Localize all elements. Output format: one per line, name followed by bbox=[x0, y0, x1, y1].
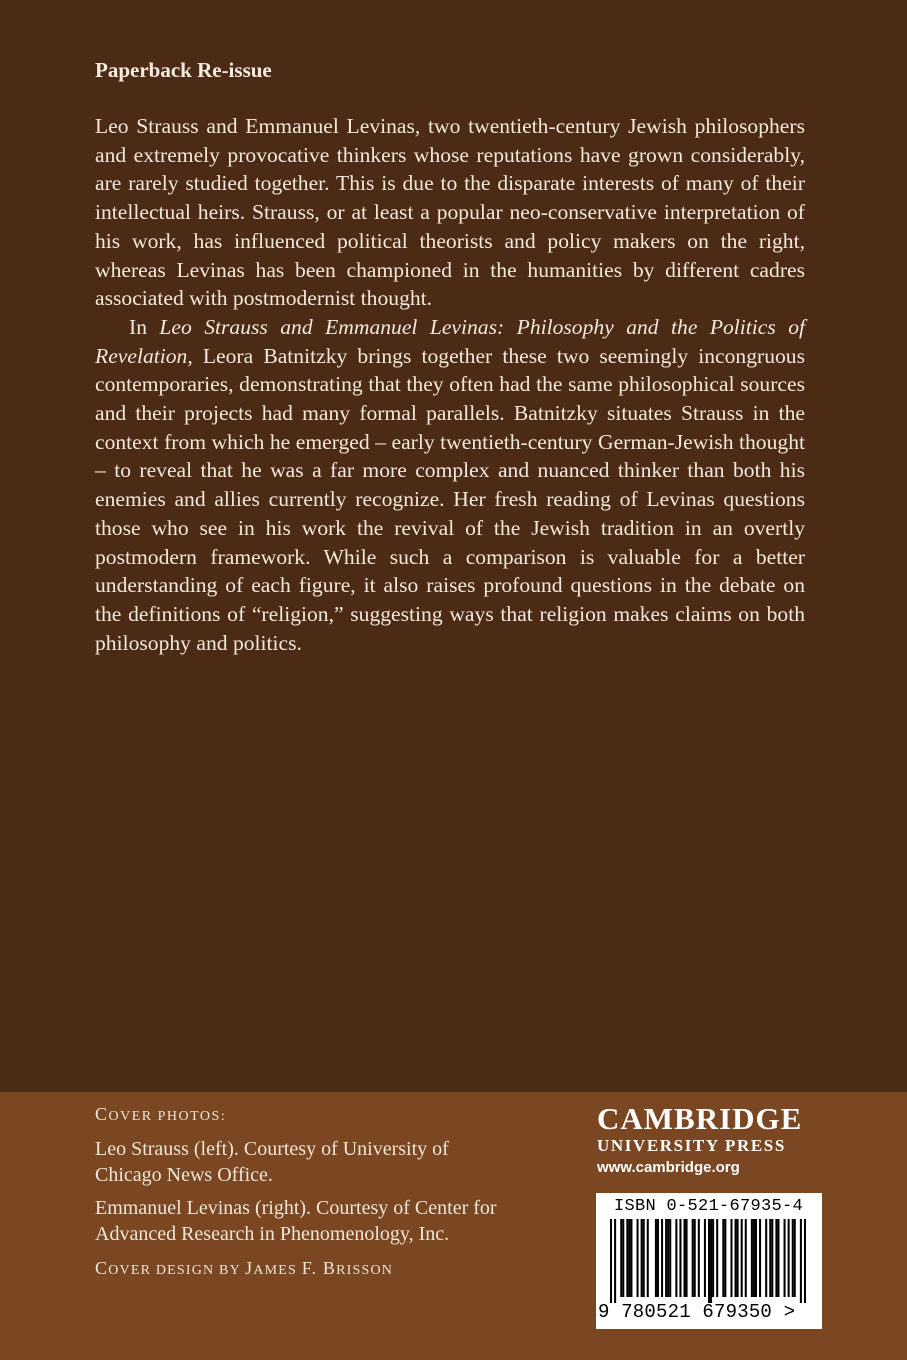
barcode-bar bbox=[737, 1219, 739, 1297]
barcode-bar bbox=[753, 1219, 755, 1297]
barcode-bar bbox=[745, 1219, 747, 1297]
barcode-bar bbox=[679, 1219, 681, 1297]
barcode-bar bbox=[610, 1219, 612, 1303]
barcode-bar bbox=[784, 1219, 786, 1297]
barcode-bar bbox=[692, 1219, 694, 1297]
barcode-bar bbox=[759, 1219, 761, 1297]
design-rest-1: OVER DESIGN BY bbox=[108, 1263, 246, 1278]
barcode-bar bbox=[804, 1219, 806, 1303]
barcode-bar bbox=[641, 1219, 643, 1297]
publisher-subtitle: UNIVERSITY PRESS bbox=[597, 1136, 786, 1155]
cover-photos-heading-cap: C bbox=[95, 1104, 109, 1124]
barcode-bar bbox=[755, 1219, 757, 1297]
barcode-bar bbox=[794, 1219, 796, 1297]
cover-photos-heading bbox=[95, 1101, 515, 1130]
photo-credit-strauss: Leo Strauss (left). Courtesy of University of Chicago News Office. bbox=[95, 1138, 449, 1186]
design-cap-2: J bbox=[245, 1258, 254, 1278]
barcode-bar bbox=[647, 1219, 649, 1297]
barcode-bar bbox=[626, 1219, 628, 1297]
cover-credits bbox=[95, 1101, 515, 1284]
barcode-bar bbox=[622, 1219, 624, 1297]
description-paragraph-1: Leo Strauss and Emmanuel Levinas, two twentieth-century Jewish philosophers and extremely provocative thinkers whose reputations have grown considerably, are rarely studied together. This is due to the disparate interests of many of their intellectual heirs. Strauss, or at least a popular neo-conservative interpretation of his work, has influenced political theorists and policy makers on the right, whereas Levinas has been championed in the humanities by different cadres associated with postmodernist thought. bbox=[95, 114, 805, 311]
book-title-italic: Leo Strauss and Emmanuel Levinas: Philosophy and the Politics of Revelation bbox=[95, 314, 806, 368]
barcode-bars bbox=[610, 1219, 806, 1303]
barcode-bar bbox=[643, 1219, 645, 1297]
design-rest-2: AMES bbox=[253, 1263, 302, 1278]
barcode-bar bbox=[628, 1219, 630, 1297]
isbn-barcode bbox=[596, 1193, 822, 1329]
paragraph-2-lead: In bbox=[129, 314, 160, 339]
photo-credit-levinas: Emmanuel Levinas (right). Courtesy of Center for Advanced Research in Phenomenology, Inc. bbox=[95, 1197, 497, 1245]
barcode-bar bbox=[741, 1219, 743, 1297]
barcode-bar bbox=[684, 1219, 686, 1297]
barcode-bar bbox=[708, 1219, 710, 1303]
barcode-bar bbox=[788, 1219, 790, 1297]
barcode-bar bbox=[771, 1219, 773, 1297]
barcode-bar bbox=[751, 1219, 753, 1297]
barcode-bar bbox=[694, 1219, 696, 1297]
barcode-bar bbox=[777, 1219, 779, 1297]
barcode-bar bbox=[657, 1219, 659, 1297]
barcode-bar bbox=[730, 1219, 732, 1297]
barcode-bar bbox=[661, 1219, 663, 1297]
barcode-bar bbox=[735, 1219, 737, 1297]
barcode-digits: 9 780521 679350 > bbox=[598, 1301, 796, 1323]
barcode-bar bbox=[655, 1219, 657, 1297]
barcode-bar bbox=[698, 1219, 700, 1297]
barcode-bar bbox=[710, 1219, 712, 1303]
barcode-bar bbox=[667, 1219, 669, 1297]
cover-photos-heading-rest: OVER PHOTOS: bbox=[108, 1109, 227, 1124]
barcode-bar bbox=[765, 1219, 767, 1297]
isbn-number: ISBN 0-521-67935-4 bbox=[614, 1197, 804, 1216]
design-cap-1: C bbox=[95, 1258, 109, 1278]
publisher-logo bbox=[597, 1103, 827, 1179]
book-description bbox=[95, 112, 805, 657]
barcode-bar bbox=[769, 1219, 771, 1297]
barcode-bar bbox=[792, 1219, 794, 1297]
barcode-bar bbox=[669, 1219, 671, 1297]
design-cap-3: F. B bbox=[301, 1258, 337, 1278]
barcode-bar bbox=[722, 1219, 724, 1297]
barcode-bar bbox=[614, 1219, 616, 1303]
publisher-url: www.cambridge.org bbox=[597, 1159, 740, 1176]
reissue-heading: Paperback Re-issue bbox=[95, 58, 272, 82]
barcode-bar bbox=[800, 1219, 802, 1303]
publisher-name: CAMBRIDGE bbox=[597, 1101, 803, 1136]
barcode-bar bbox=[704, 1219, 706, 1297]
paragraph-2-rest: , Leora Batnitzky brings together these two seemingly incongruous contemporaries, demonstrating that they often had the same philosophical sources and their projects had many formal parallels. Batnitzky situates Strauss in the context from which he emerged – early twentieth-century German-Jewish thought – to reveal that he was a far more complex and nuanced thinker than both his enemies and allies currently recognize. Her fresh reading of Levinas questions those who see in his work the revival of the Jewish tradition in an overtly postmodern framework. While such a comparison is valuable for a better understanding of each figure, it also raises profound questions in the debate on the definitions of “religion,” suggesting ways that religion makes claims on both philosophy and politics. bbox=[95, 343, 805, 655]
cover-design-credit bbox=[95, 1255, 515, 1284]
barcode-bar bbox=[712, 1219, 714, 1297]
barcode-bar bbox=[716, 1219, 718, 1297]
barcode-bar bbox=[675, 1219, 677, 1297]
barcode-bar bbox=[637, 1219, 639, 1297]
barcode-bar bbox=[775, 1219, 777, 1297]
barcode-bar bbox=[665, 1219, 667, 1297]
design-rest-3: RISSON bbox=[336, 1263, 394, 1278]
barcode-bar bbox=[630, 1219, 632, 1297]
barcode-bar bbox=[724, 1219, 726, 1297]
barcode-bar bbox=[620, 1219, 622, 1297]
barcode-bar bbox=[686, 1219, 688, 1297]
description-paragraph-2 bbox=[95, 313, 805, 657]
